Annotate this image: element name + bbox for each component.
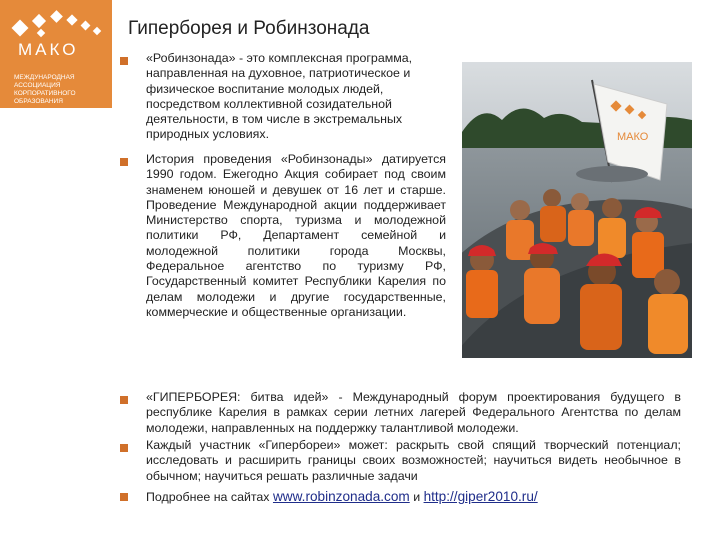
giper2010-link[interactable]: http://giper2010.ru/ [423,489,538,504]
slide-title: Гиперборея и Робинзонада [128,18,370,39]
bullet-text: История проведения «Робинзонады» датируется 1990 годом. Ежегодно Акция собирает под своим знаменем юношей и девушек от 16 лет и старше. Проведение Международной акции поддерживает Министерство спорта, туризма и молодежной политики РФ, Департамент семейной и молодежной политики города Москвы, Федеральное агентство по туризму РФ, Государственный комитет Республики Карелия по делам молодежи и другие государственные, коммерческие и общественные организации. [146,152,446,319]
bullet-marker [120,493,128,501]
bullet-marker [120,444,128,452]
links-prefix: Подробнее на сайтах [146,490,270,504]
bullet-marker [120,57,128,65]
bullet-marker [120,158,128,166]
links-joiner: и [413,490,421,504]
bullet-marker [120,396,128,404]
bullet-text: «ГИПЕРБОРЕЯ: битва идей» - Международный форум проектирования будущего в республике Карелия в рамках серии летних лагерей Федерального Агентства по делам молодежи, направленных на поддержку талантливой молодежи. [146,390,681,435]
logo-brand: МАКО [18,40,79,59]
photo-boat-group [462,62,692,358]
flag-text: МАКО [617,131,649,143]
mako-logo [0,0,112,108]
robinzonada-link[interactable]: www.robinzonada.com [272,489,410,504]
bullet-text: Каждый участник «Гипербореи» может: раскрыть свой спящий творческий потенциал; исследовать и расширить границы своих возможностей; научиться видеть необычное в обычном; научиться решать различные задачи [146,438,681,483]
boat-photo-illustration [462,62,692,358]
bullet-links-line [146,489,681,505]
bullet-text: «Робинзонада» - это комплексная программа, направленная на духовное, патриотическое и физическое воспитание молодых людей, посредством коллективной созидательной деятельности, в том числе в экстремальных природных условиях. [146,51,413,142]
logo-subtitle: МЕЖДУНАРОДНАЯ АССОЦИАЦИЯ КОРПОРАТИВНОГО ОБРАЗОВАНИЯ [14,74,76,105]
